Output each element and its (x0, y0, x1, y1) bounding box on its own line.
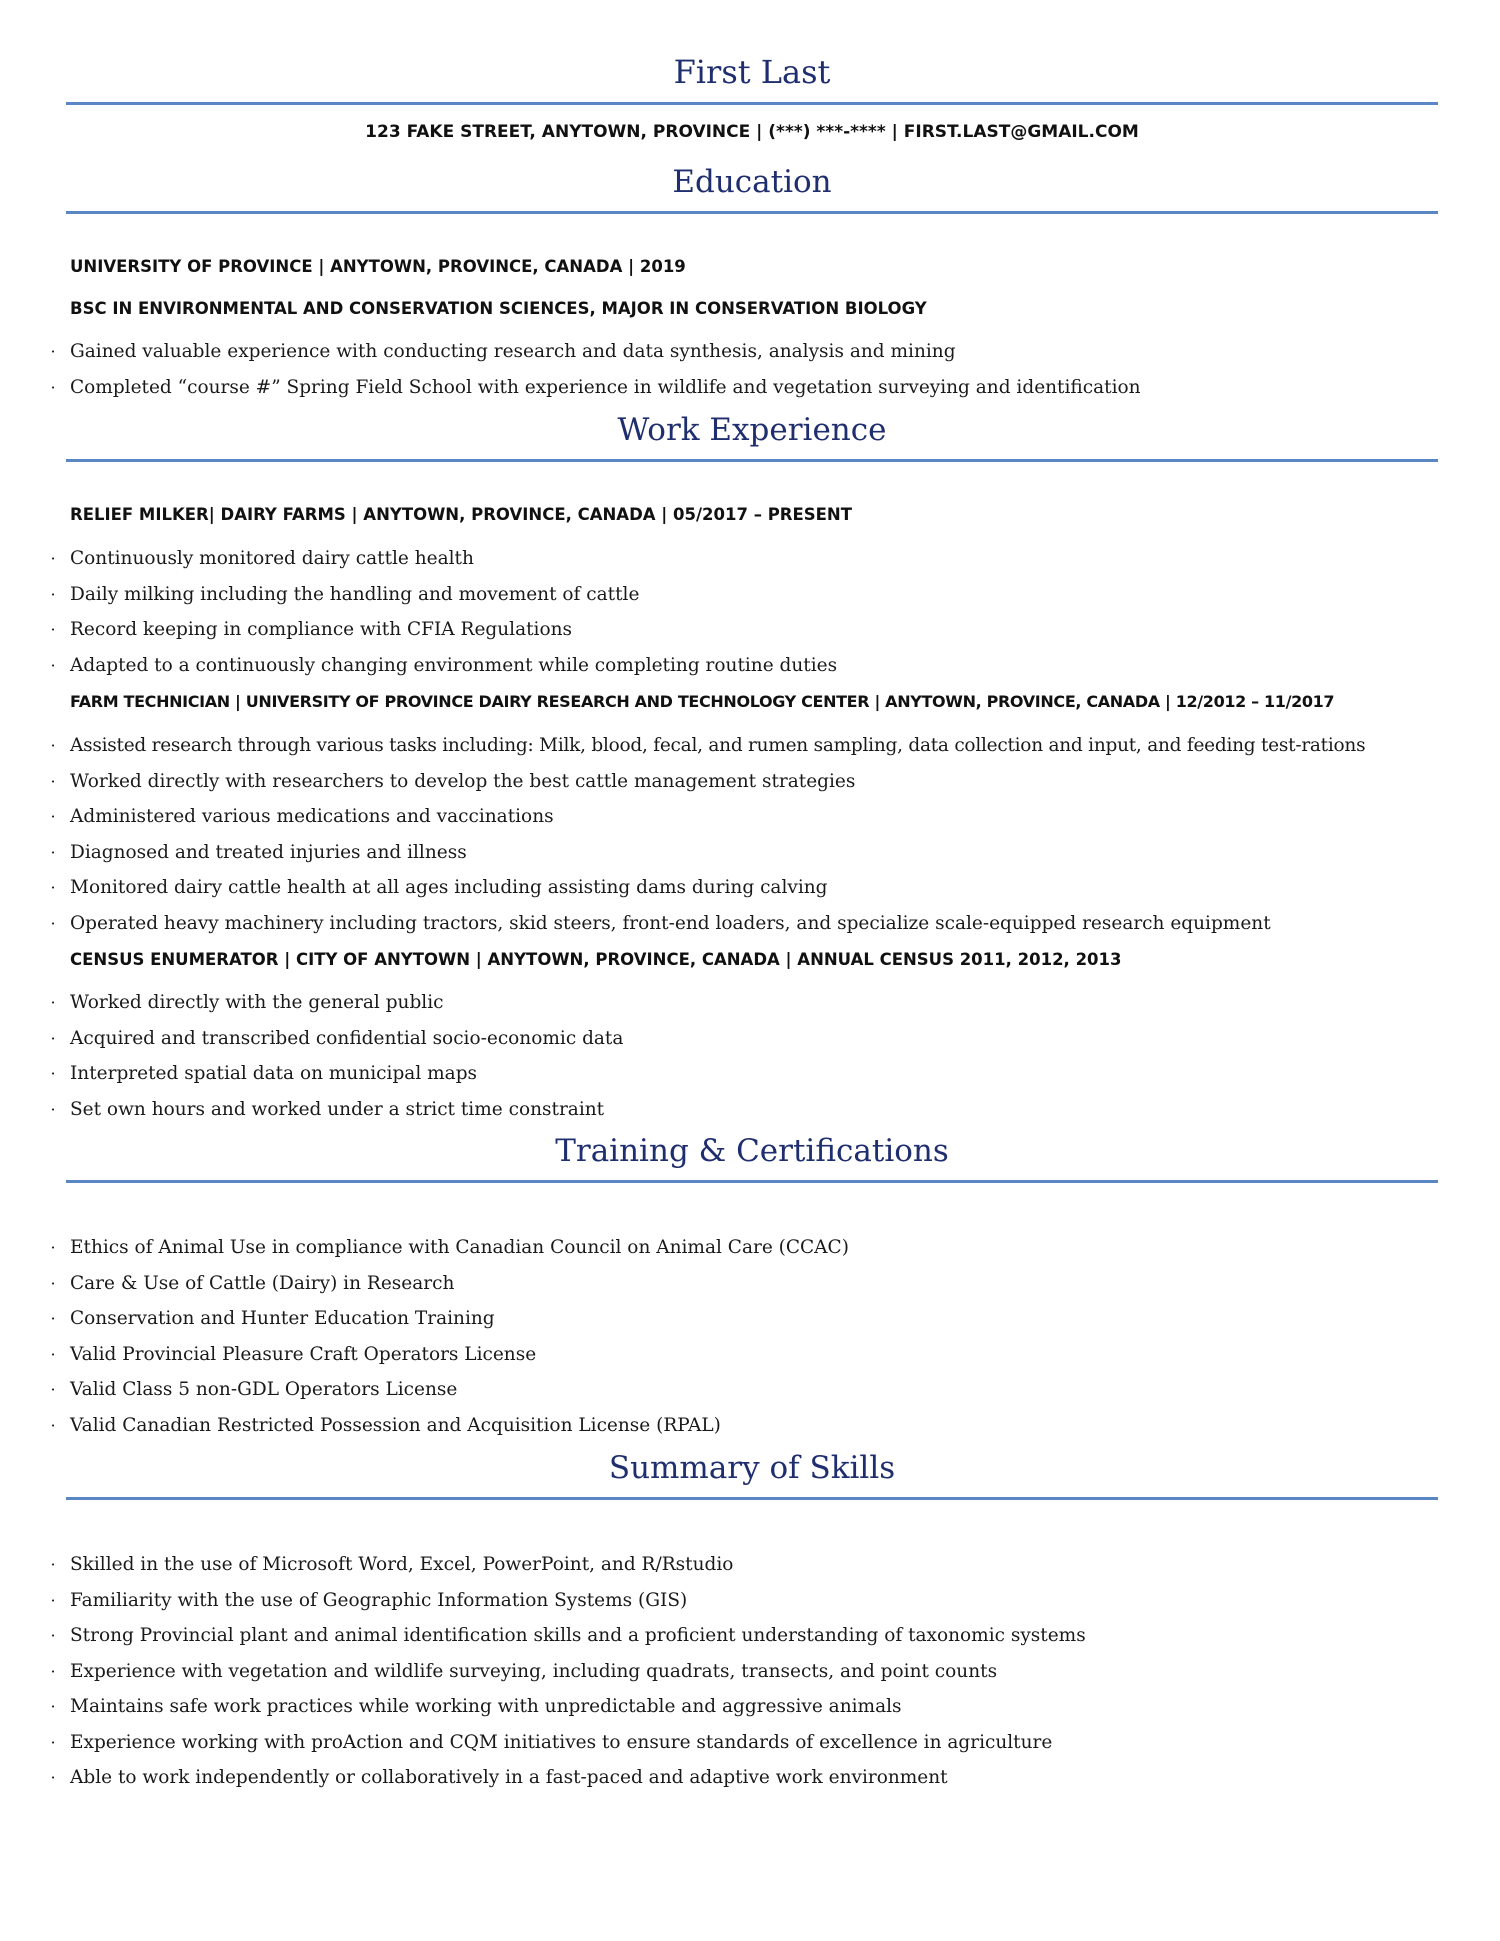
job-bullets-census-enumerator (48, 985, 1438, 1127)
education-school: UNIVERSITY OF PROVINCE | ANYTOWN, PROVINCE, CANADA | 2019 (70, 257, 686, 276)
list-item: · Ethics of Animal Use in compliance with Canadian Council on Animal Care (CCAC) (48, 1230, 1438, 1266)
list-item: · Acquired and transcribed confidential socio-economic data (48, 1021, 1438, 1057)
bullet-icon: · (50, 1309, 56, 1328)
list-item: · Worked directly with researchers to develop the best cattle management strategies (48, 764, 1438, 800)
skills-title: Summary of Skills (608, 1450, 896, 1486)
bullet-icon: · (50, 993, 56, 1012)
list-item: · Strong Provincial plant and animal identification skills and a proficient understanding of taxonomic systems (48, 1618, 1438, 1654)
work-experience-title: Work Experience (617, 412, 887, 448)
list-item: · Daily milking including the handling and movement of cattle (48, 577, 1438, 613)
job-heading-census-enumerator: CENSUS ENUMERATOR | CITY OF ANYTOWN | ANYTOWN, PROVINCE, CANADA | ANNUAL CENSUS 2011, 2012, 2013 (70, 950, 1122, 969)
list-item: · Set own hours and worked under a strict time constraint (48, 1092, 1438, 1128)
list-item: · Operated heavy machinery including tractors, skid steers, front-end loaders, and specialize scale-equipped research equipment (48, 906, 1438, 942)
list-item: · Monitored dairy cattle health at all ages including assisting dams during calving (48, 870, 1438, 906)
training-divider (66, 1180, 1438, 1183)
bullet-icon: · (50, 1099, 56, 1119)
education-title: Education (672, 164, 832, 200)
bullet-icon: · (50, 878, 56, 897)
list-item: · Able to work independently or collaboratively in a fast-paced and adaptive work environment (48, 1760, 1438, 1796)
bullet-icon: · (50, 913, 56, 933)
list-item: · Care & Use of Cattle (Dairy) in Research (48, 1266, 1438, 1302)
bullet-icon: · (50, 1344, 56, 1364)
bullet-icon: · (50, 771, 56, 791)
bullet-icon: · (50, 1732, 56, 1752)
bullet-icon: · (50, 842, 56, 862)
bullet-icon: · (50, 342, 56, 361)
education-divider (66, 211, 1438, 214)
bullet-icon: · (50, 1064, 56, 1083)
list-item: · Skilled in the use of Microsoft Word, Excel, PowerPoint, and R/Rstudio (48, 1547, 1438, 1583)
list-item: · Valid Canadian Restricted Possession and Acquisition License (RPAL) (48, 1408, 1438, 1444)
list-item: · Conservation and Hunter Education Training (48, 1301, 1438, 1337)
training-bullets (48, 1230, 1438, 1443)
list-item: · Adapted to a continuously changing environment while completing routine duties (48, 648, 1438, 684)
job-bullets-farm-technician (48, 728, 1438, 941)
bullet-icon: · (50, 1273, 56, 1293)
header-divider (66, 102, 1438, 105)
job-heading-farm-technician: FARM TECHNICIAN | UNIVERSITY OF PROVINCE DAIRY RESEARCH AND TECHNOLOGY CENTER | ANYTOWN, PROVINCE, CANADA | 12/2012 – 11/2017 (70, 692, 1335, 711)
bullet-icon: · (50, 807, 56, 826)
contact-line: 123 FAKE STREET, ANYTOWN, PROVINCE | (***) ***-**** | FIRST.LAST@GMAIL.COM (365, 122, 1139, 142)
education-degree: BSC IN ENVIRONMENTAL AND CONSERVATION SCIENCES, MAJOR IN CONSERVATION BIOLOGY (70, 299, 927, 318)
list-item: · Continuously monitored dairy cattle health (48, 541, 1438, 577)
bullet-icon: · (50, 1768, 56, 1787)
bullet-icon: · (50, 1555, 56, 1574)
training-title: Training & Certifications (555, 1133, 949, 1169)
list-item: · Familiarity with the use of Geographic Information Systems (GIS) (48, 1583, 1438, 1619)
list-item: · Administered various medications and vaccinations (48, 799, 1438, 835)
bullet-icon: · (50, 377, 56, 397)
list-item: · Experience with vegetation and wildlife surveying, including quadrats, transects, and point counts (48, 1654, 1438, 1690)
candidate-name: First Last (673, 53, 831, 91)
work-experience-divider (66, 459, 1438, 462)
bullet-icon: · (50, 1626, 56, 1645)
bullet-icon: · (50, 584, 56, 604)
bullet-icon: · (50, 1028, 56, 1048)
list-item: · Valid Provincial Pleasure Craft Operators License (48, 1337, 1438, 1373)
list-item: · Completed “course #” Spring Field School with experience in wildlife and vegetation surveying and identification (48, 370, 1438, 406)
bullet-icon: · (50, 655, 56, 675)
bullet-icon: · (50, 1415, 56, 1435)
bullet-icon: · (50, 620, 56, 639)
education-bullets (48, 334, 1438, 405)
bullet-icon: · (50, 1380, 56, 1399)
list-item: · Diagnosed and treated injuries and illness (48, 835, 1438, 871)
skills-divider (66, 1497, 1438, 1500)
job-bullets-relief-milker (48, 541, 1438, 683)
list-item: · Gained valuable experience with conducting research and data synthesis, analysis and mining (48, 334, 1438, 370)
bullet-icon: · (50, 1697, 56, 1716)
list-item: · Assisted research through various tasks including: Milk, blood, fecal, and rumen sampling, data collection and input, and feeding test-rations (48, 728, 1438, 764)
list-item: · Record keeping in compliance with CFIA Regulations (48, 612, 1438, 648)
list-item: · Interpreted spatial data on municipal maps (48, 1056, 1438, 1092)
list-item: · Maintains safe work practices while working with unpredictable and aggressive animals (48, 1689, 1438, 1725)
skills-bullets (48, 1547, 1438, 1796)
list-item: · Experience working with proAction and CQM initiatives to ensure standards of excellence in agriculture (48, 1725, 1438, 1761)
list-item: · Worked directly with the general public (48, 985, 1438, 1021)
bullet-icon: · (50, 1590, 56, 1610)
list-item: · Valid Class 5 non-GDL Operators License (48, 1372, 1438, 1408)
bullet-icon: · (50, 1238, 56, 1257)
job-heading-relief-milker: RELIEF MILKER| DAIRY FARMS | ANYTOWN, PROVINCE, CANADA | 05/2017 – PRESENT (70, 505, 852, 524)
bullet-icon: · (50, 736, 56, 755)
bullet-icon: · (50, 549, 56, 568)
bullet-icon: · (50, 1661, 56, 1681)
